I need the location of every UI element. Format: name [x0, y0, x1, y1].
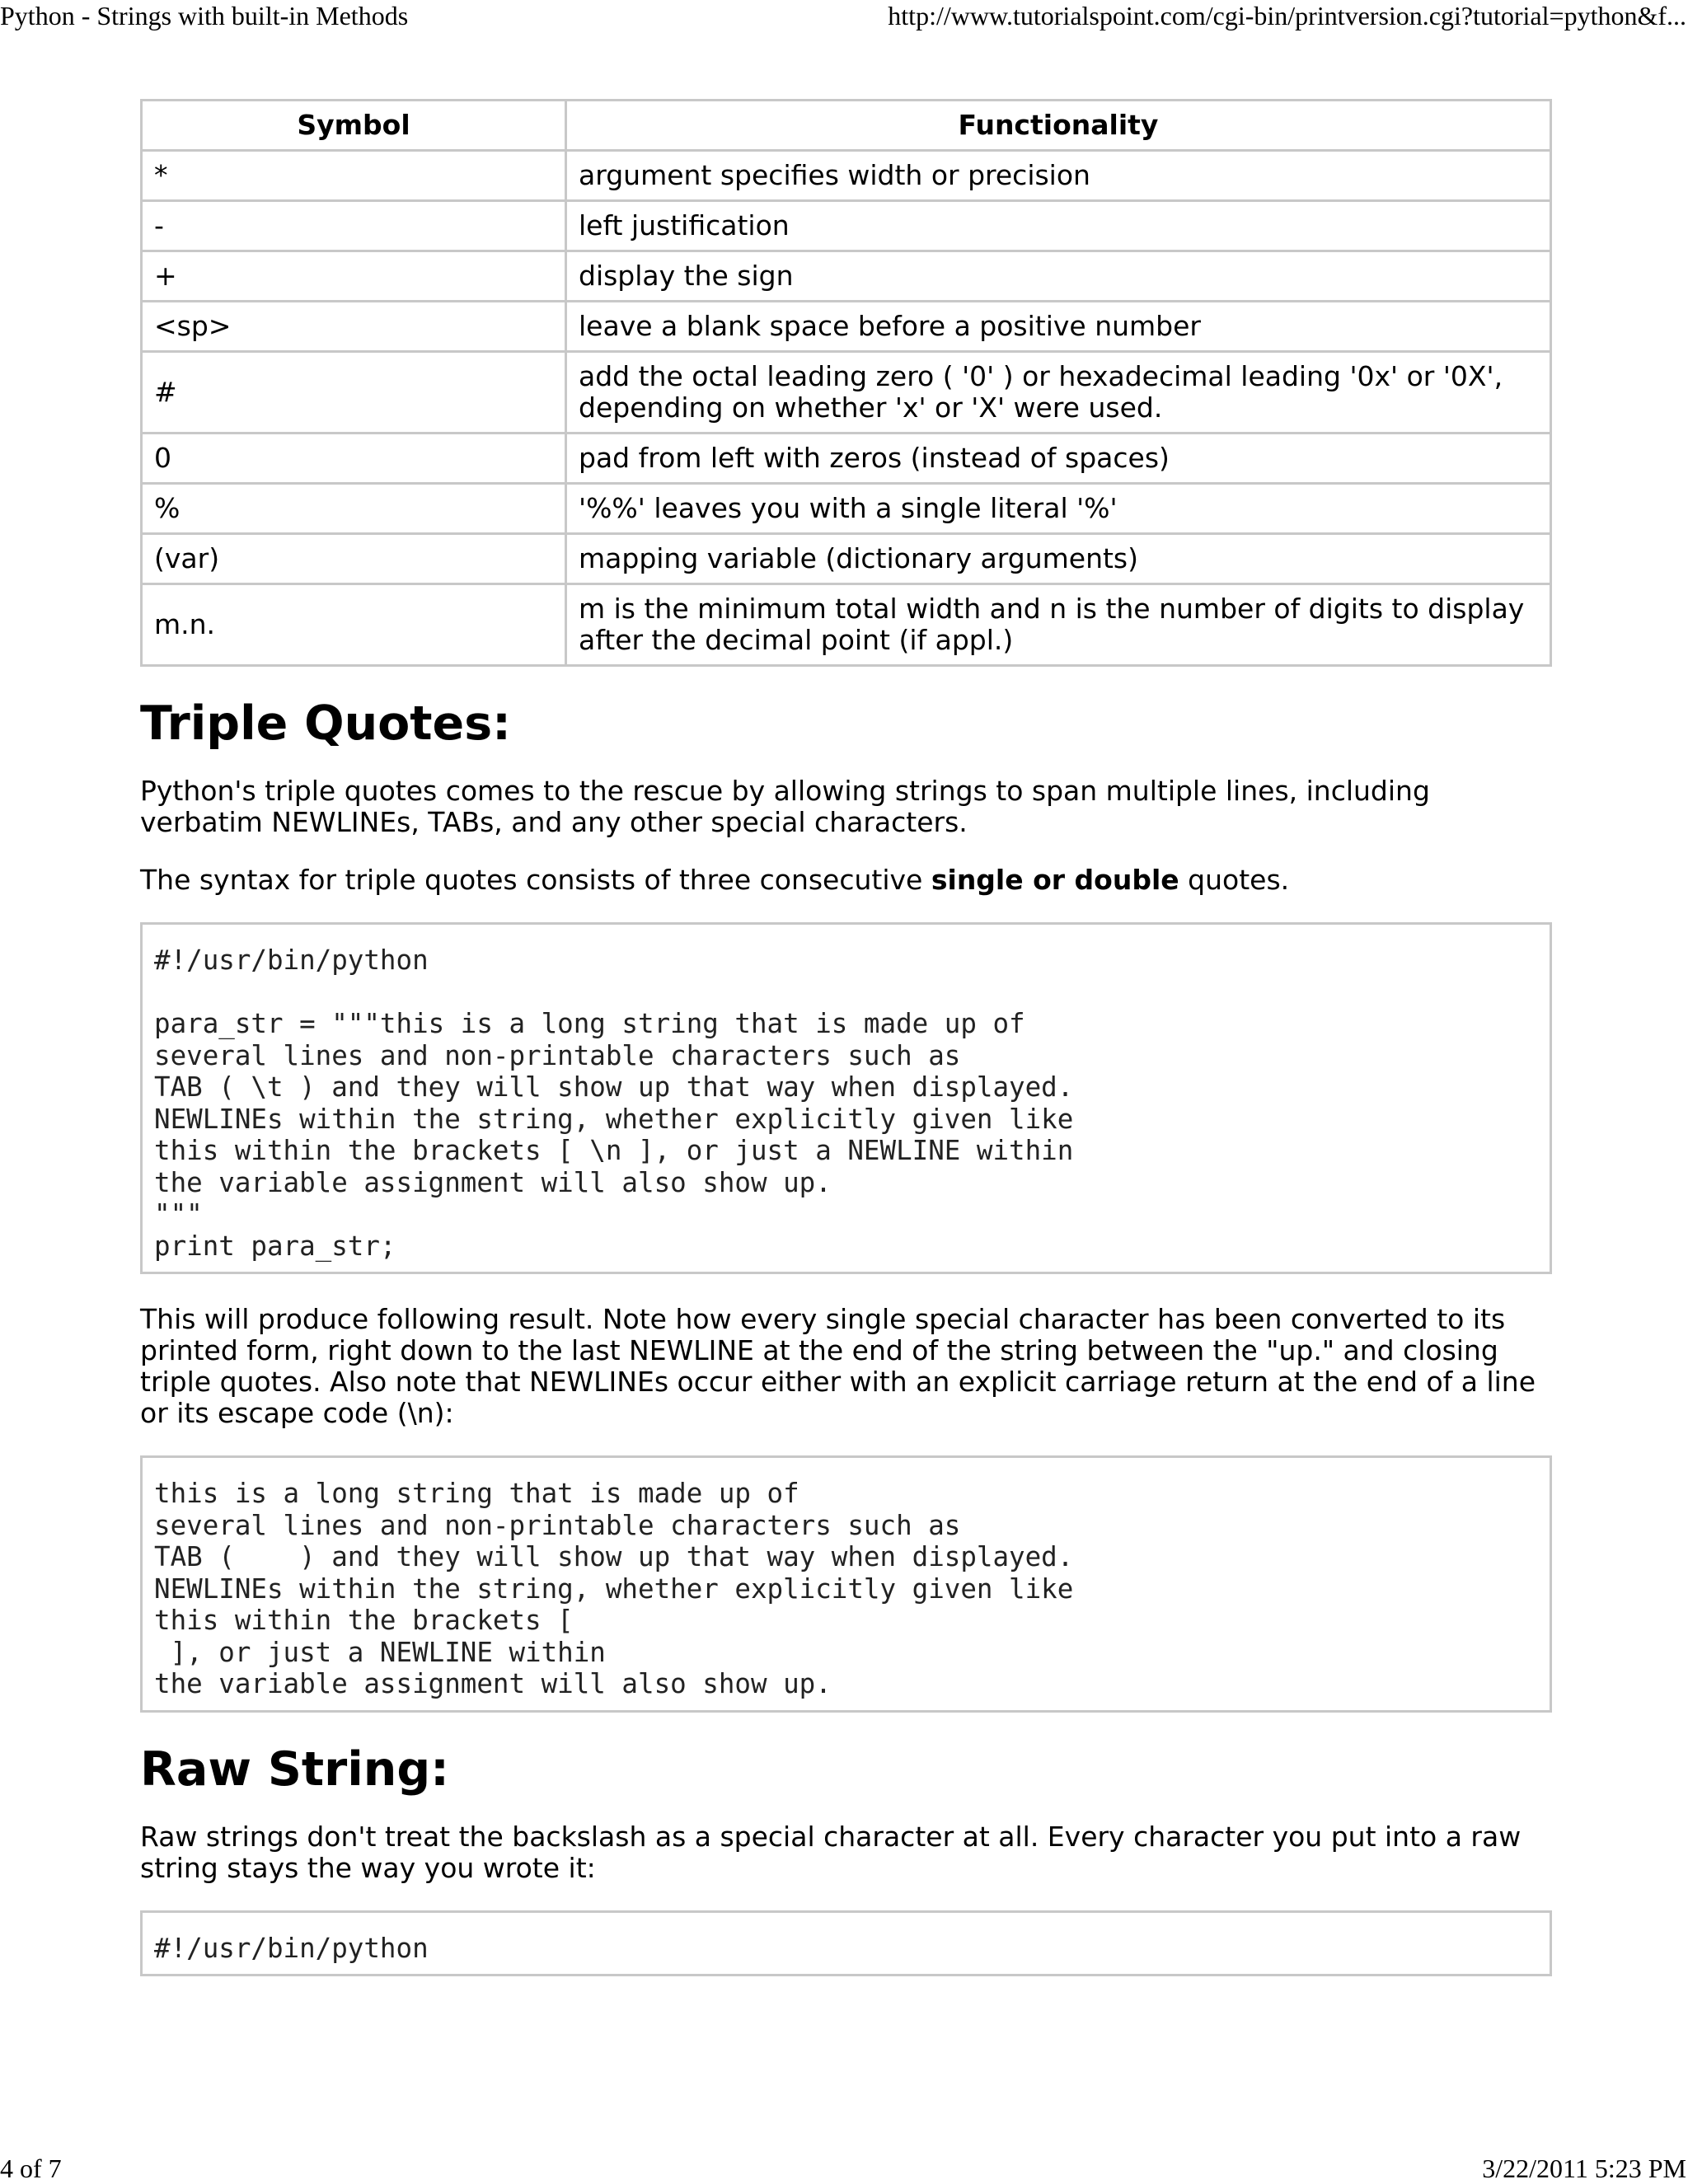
symbol-cell: # [142, 352, 566, 434]
table-row [142, 151, 1551, 201]
code-block-raw-string [140, 1910, 1552, 1977]
functionality-cell: pad from left with zeros (instead of spaces) [566, 434, 1551, 484]
syntax-text-before: The syntax for triple quotes consists of three consecutive [140, 864, 931, 896]
code-line: #!/usr/bin/python [154, 944, 429, 976]
symbol-cell: 0 [142, 434, 566, 484]
functionality-cell: add the octal leading zero ( '0' ) or hexadecimal leading '0x' or '0X', depending on whether 'x' or 'X' were used. [566, 352, 1551, 434]
code-block-output [140, 1455, 1552, 1713]
table-header-symbol: Symbol [142, 101, 566, 151]
code-line: para_str = """this is a long string that is made up of [154, 1008, 1025, 1039]
code-line: several lines and non-printable characters such as [154, 1509, 961, 1541]
code-line: the variable assignment will also show up. [154, 1668, 832, 1699]
table-row [142, 251, 1551, 302]
code-line: TAB ( ) and they will show up that way when displayed. [154, 1541, 1074, 1572]
table-row [142, 484, 1551, 534]
page-content [140, 99, 1552, 2006]
table-header-row [142, 101, 1551, 151]
functionality-cell: argument specifies width or precision [566, 151, 1551, 201]
table-row [142, 302, 1551, 352]
code-line: NEWLINEs within the string, whether explicitly given like [154, 1103, 1074, 1135]
triple-quotes-heading: Triple Quotes: [140, 696, 511, 751]
page-header-url: http://www.tutorialspoint.com/cgi-bin/printversion.cgi?tutorial=python&f... [888, 1, 1686, 30]
functionality-cell: '%%' leaves you with a single literal '%' [566, 484, 1551, 534]
triple-quotes-syntax [140, 865, 1552, 896]
code-line [154, 977, 1538, 1009]
symbol-cell: m.n. [142, 584, 566, 666]
triple-quotes-result-text: This will produce following result. Note how every single special character has been converted to its printed form, right down to the last NEWLINE at the end of the string between the "up." and closing triple quotes. Also note that NEWLINEs occur either with an explicit carriage return at the end of a line or its escape code (\n): [140, 1303, 1536, 1429]
page-number: 4 of 7 [0, 2154, 62, 2183]
table-body [142, 151, 1551, 666]
functionality-cell: mapping variable (dictionary arguments) [566, 534, 1551, 584]
code-line: """ [154, 1198, 203, 1230]
symbol-cell: * [142, 151, 566, 201]
symbol-cell: + [142, 251, 566, 302]
raw-string-heading: Raw String: [140, 1741, 449, 1797]
code-line: this within the brackets [ [154, 1605, 574, 1636]
code-line: TAB ( \t ) and they will show up that way when displayed. [154, 1071, 1074, 1103]
functionality-cell: display the sign [566, 251, 1551, 302]
table-row [142, 434, 1551, 484]
table-header-functionality: Functionality [566, 101, 1551, 151]
symbol-cell: - [142, 201, 566, 251]
table-row [142, 584, 1551, 666]
code-line: several lines and non-printable characters such as [154, 1039, 961, 1071]
symbol-cell: (var) [142, 534, 566, 584]
code-line: the variable assignment will also show up. [154, 1166, 832, 1198]
symbol-cell: % [142, 484, 566, 534]
functionality-cell: m is the minimum total width and n is the number of digits to display after the decimal point (if appl.) [566, 584, 1551, 666]
functionality-cell: left justification [566, 201, 1551, 251]
print-datetime: 3/22/2011 5:23 PM [1482, 2154, 1686, 2183]
code-block-triple-quotes [140, 922, 1552, 1274]
format-symbols-table [140, 99, 1552, 667]
syntax-text-after: quotes. [1179, 864, 1290, 896]
functionality-cell: leave a blank space before a positive number [566, 302, 1551, 352]
code-line: ], or just a NEWLINE within [154, 1636, 606, 1668]
code-line: this within the brackets [ \n ], or just a NEWLINE within [154, 1135, 1074, 1166]
symbol-cell: <sp> [142, 302, 566, 352]
table-row [142, 201, 1551, 251]
code-line: NEWLINEs within the string, whether explicitly given like [154, 1572, 1074, 1605]
table-row [142, 534, 1551, 584]
code-line: #!/usr/bin/python [154, 1932, 429, 1964]
page-header-title: Python - Strings with built-in Methods [0, 1, 409, 30]
code-line: this is a long string that is made up of [154, 1478, 799, 1509]
table-row [142, 352, 1551, 434]
triple-quotes-intro: Python's triple quotes comes to the rescue by allowing strings to span multiple lines, including verbatim NEWLINEs, TABs, and any other special characters. [140, 775, 1430, 838]
raw-string-intro: Raw strings don't treat the backslash as a special character at all. Every character you put into a raw string stays the way you wrote it: [140, 1820, 1522, 1884]
code-line: print para_str; [154, 1230, 396, 1262]
syntax-bold-text: single or double [931, 864, 1179, 896]
